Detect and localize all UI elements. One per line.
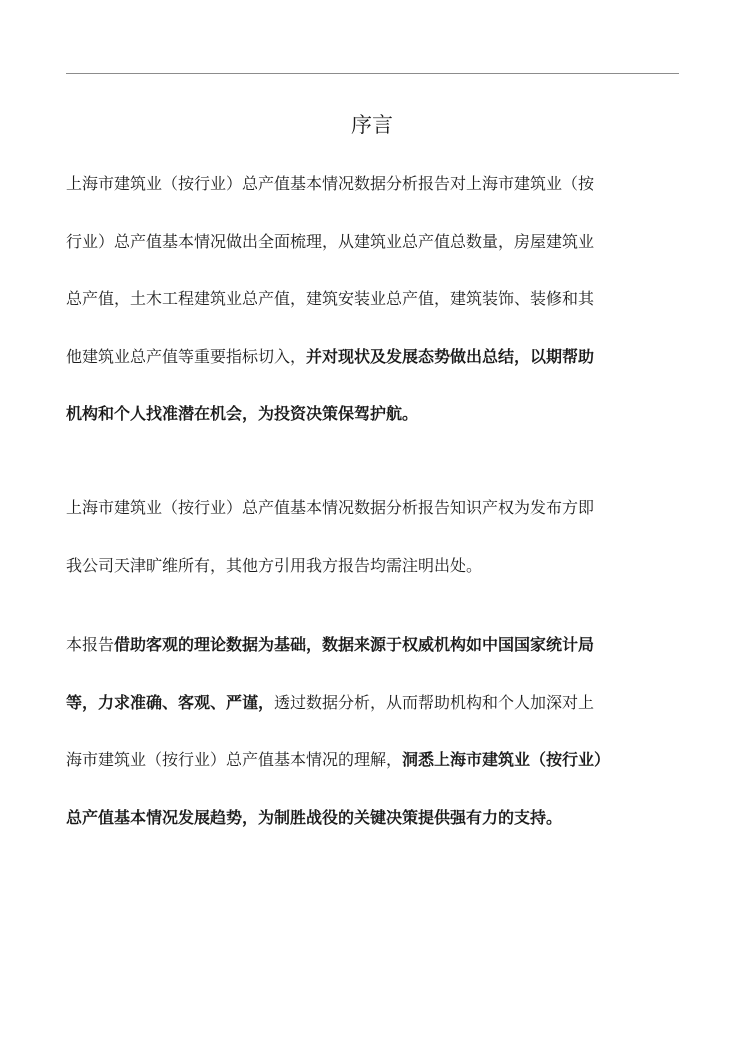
paragraph-line	[66, 616, 680, 674]
line-text: 他建筑业总产值等重要指标切入，	[66, 346, 307, 366]
emphasis-text: 洞悉上海市建筑业（按行业）	[402, 750, 611, 769]
emphasis-text: 等，力求准确、客观、严谨，	[66, 692, 275, 712]
paragraph-line: 总产值，土木工程建筑业总产值，建筑安装业总产值，建筑装饰、装修和其	[66, 289, 595, 308]
page-title: 序言	[351, 113, 393, 137]
emphasis-text: 并对现状及发展态势做出总结，以期帮助	[306, 346, 595, 366]
paragraph-line	[66, 731, 680, 789]
line-text: 透过数据分析，从而帮助机构和个人加深对上	[274, 692, 595, 712]
emphasis-line: 机构和个人找准潜在机会，为投资决策保驾护航。	[66, 404, 419, 423]
method-paragraph	[66, 616, 680, 846]
paragraph-line: 我公司天津旷维所有，其他方引用我方报告均需注明出处。	[66, 555, 483, 575]
paragraph-line: 上海市建筑业（按行业）总产值基本情况数据分析报告对上海市建筑业（按	[66, 174, 595, 193]
line-text: 本报告	[66, 635, 115, 654]
emphasis-line: 总产值基本情况发展趋势，为制胜战役的关键决策提供强有力的支持。	[66, 807, 563, 827]
paragraph-line: 行业）总产值基本情况做出全面梳理，从建筑业总产值总数量，房屋建筑业	[66, 231, 595, 251]
paragraph-line: 上海市建筑业（按行业）总产值基本情况数据分析报告知识产权为发布方即	[66, 498, 595, 517]
header-rule	[66, 73, 679, 74]
intro-paragraph	[66, 155, 680, 443]
emphasis-text: 借助客观的理论数据为基础，数据来源于权威机构如中国国家统计局	[114, 635, 595, 654]
line-text: 海市建筑业（按行业）总产值基本情况的理解，	[66, 750, 403, 769]
paragraph-line	[66, 328, 680, 386]
copyright-paragraph	[66, 479, 680, 594]
paragraph-line	[66, 674, 680, 732]
